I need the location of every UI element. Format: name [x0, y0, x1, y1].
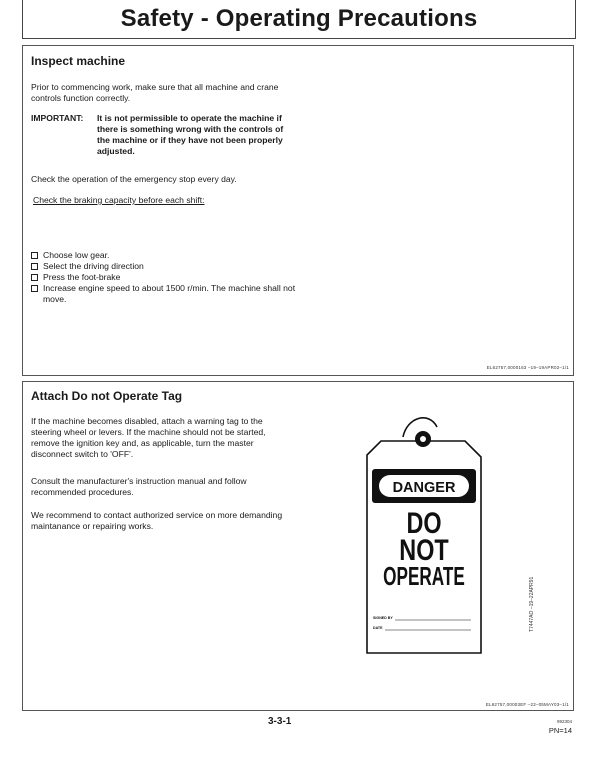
braking-heading	[33, 195, 298, 206]
inspect-machine-section	[22, 45, 574, 376]
footer-code: 992304	[556, 719, 572, 724]
not-text: NOT	[399, 533, 449, 567]
checkbox-icon	[31, 252, 38, 259]
danger-text: DANGER	[392, 480, 456, 496]
page-code: PN=14	[548, 726, 572, 735]
date-label: DATE	[373, 626, 383, 630]
list-item: Increase engine speed to about 1500 r/min. The machine shall not move.	[31, 283, 311, 305]
important-label: IMPORTANT:	[31, 113, 84, 123]
page-header	[22, 0, 576, 39]
page-title: Safety - Operating Precautions	[120, 5, 478, 32]
emergency-stop-paragraph: Check the operation of the emergency stop every day.	[31, 174, 237, 184]
important-text: It is not permissible to operate the machine if there is something wrong with the controls of the machine or if they have not been properly adjusted.	[97, 113, 284, 156]
page-number: 3-3-1	[268, 716, 292, 727]
reference-code: EL62757,00003EF –22–05MAY03–1/1	[485, 702, 569, 707]
intro-paragraph: Prior to commencing work, make sure that all machine and crane controls function correctly.	[31, 82, 279, 103]
checkbox-icon	[31, 263, 38, 270]
checkbox-icon	[31, 285, 38, 292]
section-title: Inspect machine	[31, 54, 126, 68]
operate-text: OPERATE	[383, 561, 465, 591]
manual-paragraph: Consult the manufacturer's instruction manual and follow recommended procedures.	[31, 476, 247, 497]
reference-code: EL62757,0000163 –19–19APR02–1/1	[486, 365, 569, 370]
service-paragraph: We recommend to contact authorized service on more demanding maintanance or repairing works.	[31, 510, 283, 531]
do-not-operate-tag-section	[22, 381, 574, 711]
list-item: Choose low gear.	[31, 250, 311, 261]
list-item: Press the foot-brake	[31, 272, 311, 283]
checkbox-icon	[31, 274, 38, 281]
do-not-operate-tag-illustration	[345, 413, 545, 665]
list-item: Select the driving direction	[31, 261, 311, 272]
section-title: Attach Do not Operate Tag	[31, 389, 183, 403]
braking-heading-text: Check the braking capacity before each shift:	[33, 195, 205, 205]
image-code: T7447AO –19–22APR91	[529, 576, 535, 632]
signed-by-label: SIGNED BY	[373, 616, 393, 620]
do-text: DO	[406, 506, 442, 540]
braking-steps-list	[31, 250, 311, 305]
danger-tag-icon	[345, 413, 545, 665]
disabled-machine-paragraph: If the machine becomes disabled, attach a warning tag to the steering wheel or levers. If the machine should not be started, remove the ignition key and, as applicable, turn the master disconnect switch to 'OFF'.	[31, 416, 266, 459]
